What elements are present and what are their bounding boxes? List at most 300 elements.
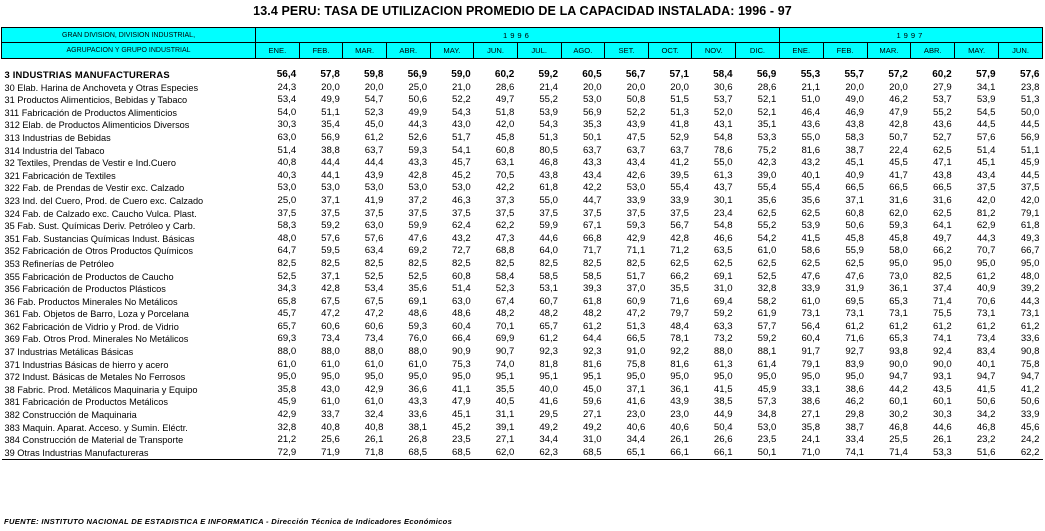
table-cell: 53,4 — [277, 94, 297, 106]
table-cell: 92,3 — [539, 346, 559, 358]
table-cell: 33,9 — [801, 283, 821, 295]
table-cell: 43,2 — [452, 232, 471, 244]
table-cell: 58,3 — [845, 131, 864, 143]
table-cell: 59,2 — [757, 333, 777, 345]
table-cell: 21,2 — [277, 434, 297, 446]
table-cell: 82,5 — [933, 270, 952, 282]
table-cell: 58,5 — [582, 270, 602, 282]
table-cell: 32,8 — [277, 421, 297, 433]
table-cell: 23,0 — [626, 409, 646, 421]
month-1997-2: MAR. — [867, 43, 911, 59]
table-cell: 61,3 — [713, 169, 733, 181]
table-cell: 67,1 — [582, 220, 602, 232]
table-cell: 82,5 — [582, 257, 602, 269]
table-cell: 37,1 — [626, 383, 646, 395]
table-row — [2, 308, 1043, 321]
table-cell: 88,1 — [757, 346, 777, 358]
table-cell: 40,8 — [364, 421, 384, 433]
row-label: 372 Indust. Básicas de Metales No Ferrosos — [4, 372, 186, 383]
table-cell: 63,5 — [713, 245, 733, 257]
table-cell: 41,5 — [801, 232, 821, 244]
table-cell: 60,8 — [495, 144, 515, 156]
table-row — [2, 409, 1043, 422]
table-cell: 49,3 — [1020, 232, 1040, 244]
table-cell: 37,1 — [321, 270, 340, 282]
table-cell: 53,0 — [364, 182, 384, 194]
table-row — [2, 94, 1043, 107]
table-cell: 42,8 — [408, 169, 428, 181]
header-row-months — [2, 43, 1043, 59]
table-cell: 43,9 — [670, 396, 689, 408]
table-cell: 37,5 — [626, 207, 646, 219]
table-cell: 47,9 — [889, 106, 908, 118]
source-note: FUENTE: INSTITUTO NACIONAL DE ESTADISTICA E INFORMATICA - Dirección Técnica de Indicadores Económicos — [4, 517, 453, 526]
table-cell: 61,8 — [582, 295, 602, 307]
row-label: 311 Fabricación de Productos Alimenticios — [4, 107, 177, 118]
table-cell: 43,6 — [933, 119, 952, 131]
table-cell: 61,2 — [582, 320, 602, 332]
table-cell: 61,8 — [539, 182, 559, 194]
table-cell: 79,1 — [1020, 207, 1040, 219]
table-cell: 63,0 — [364, 220, 384, 232]
month-1996-4: MAY. — [430, 43, 474, 59]
table-cell: 95,1 — [582, 371, 602, 383]
table-cell: 26,6 — [713, 434, 733, 446]
table-cell: 41,2 — [670, 157, 689, 169]
table-cell: 48,2 — [582, 308, 602, 320]
table-row — [2, 346, 1043, 359]
table-cell: 82,5 — [452, 257, 471, 269]
table-cell: 57,2 — [888, 69, 908, 80]
table-cell: 20,0 — [670, 81, 689, 93]
table-cell: 61,2 — [933, 320, 952, 332]
table-cell: 53,0 — [408, 182, 428, 194]
table-cell: 60,6 — [321, 320, 340, 332]
table-cell: 52,2 — [452, 94, 471, 106]
table-cell: 59,2 — [538, 69, 559, 80]
table-cell: 37,4 — [933, 283, 952, 295]
table-cell: 95,0 — [277, 371, 297, 383]
table-cell: 73,0 — [889, 270, 908, 282]
table-cell: 45,8 — [495, 131, 515, 143]
table-cell: 61,0 — [321, 396, 340, 408]
table-cell: 95,0 — [626, 371, 646, 383]
table-cell: 51,1 — [321, 106, 340, 118]
row-label: 36 Fab. Productos Minerales No Metálicos — [4, 296, 178, 307]
table-cell: 72,9 — [256, 447, 300, 460]
table-cell: 66,4 — [452, 333, 471, 345]
table-cell: 38,8 — [321, 144, 340, 156]
table-row — [2, 220, 1043, 233]
month-1996-3: ABR. — [386, 43, 430, 59]
spacer-row — [2, 59, 1043, 70]
table-cell: 75,2 — [757, 144, 777, 156]
table-cell: 42,8 — [321, 283, 340, 295]
table-cell: 95,1 — [495, 371, 515, 383]
table-cell: 71,8 — [343, 447, 387, 460]
table-cell: 45,7 — [452, 157, 471, 169]
table-cell: 74,0 — [495, 358, 515, 370]
table-cell: 78,1 — [670, 333, 689, 345]
table-row — [2, 321, 1043, 334]
table-cell: 90,7 — [495, 346, 515, 358]
table-cell: 48,4 — [670, 320, 689, 332]
table-row — [2, 170, 1043, 183]
table-cell: 59,3 — [408, 320, 428, 332]
table-cell: 35,3 — [582, 119, 602, 131]
table-cell: 35,6 — [801, 194, 821, 206]
table-cell: 44,4 — [321, 157, 340, 169]
table-cell: 43,0 — [321, 383, 340, 395]
table-cell: 30,3 — [933, 409, 952, 421]
table-cell: 42,3 — [757, 157, 777, 169]
table-cell: 46,2 — [889, 94, 908, 106]
table-cell: 55,4 — [670, 182, 689, 194]
table-cell: 56,9 — [1020, 131, 1040, 143]
table-cell: 40,3 — [277, 169, 297, 181]
table-cell: 45,5 — [889, 157, 908, 169]
table-cell: 42,6 — [626, 169, 646, 181]
table-cell: 62,5 — [713, 257, 733, 269]
table-cell: 92,2 — [670, 346, 689, 358]
header-label-line1: GRAN DIVISION, DIVISION INDUSTRIAL, — [2, 28, 256, 43]
table-cell: 66,5 — [889, 182, 908, 194]
month-1996-1: FEB. — [299, 43, 343, 59]
table-cell: 49,7 — [933, 232, 952, 244]
table-cell: 47,1 — [933, 157, 952, 169]
table-cell: 46,8 — [976, 421, 996, 433]
table-cell: 56,9 — [756, 69, 777, 80]
table-cell: 59,9 — [539, 220, 559, 232]
row-label: 361 Fab. Objetos de Barro, Loza y Porcelana — [4, 309, 189, 320]
table-cell: 45,9 — [757, 383, 777, 395]
table-cell: 55,0 — [539, 194, 559, 206]
table-cell: 33,4 — [845, 434, 864, 446]
table-row — [2, 271, 1043, 284]
table-cell: 61,8 — [1020, 220, 1040, 232]
table-cell: 58,4 — [495, 270, 515, 282]
table-cell: 50,0 — [1020, 106, 1040, 118]
table-cell: 37,1 — [845, 194, 864, 206]
table-cell: 43,3 — [408, 396, 428, 408]
table-cell: 39,2 — [1020, 283, 1040, 295]
table-cell: 34,8 — [757, 409, 777, 421]
table-cell: 66,5 — [845, 182, 864, 194]
table-cell: 25,0 — [408, 81, 428, 93]
table-cell: 37,5 — [539, 207, 559, 219]
table-cell: 53,0 — [452, 182, 471, 194]
table-cell: 51,7 — [626, 270, 646, 282]
table-cell: 53,3 — [911, 447, 955, 460]
table-cell: 95,0 — [845, 371, 864, 383]
table-cell: 60,4 — [801, 333, 821, 345]
table-cell: 53,9 — [976, 94, 996, 106]
row-label: 31 Productos Alimenticios, Bebidas y Tabaco — [4, 95, 188, 106]
table-cell: 54,8 — [713, 131, 733, 143]
row-label: 351 Fab. Sustancias Químicas Indust. Básicas — [4, 233, 195, 244]
table-cell: 44,3 — [1020, 295, 1040, 307]
table-cell: 57,8 — [320, 69, 340, 80]
table-row — [2, 434, 1043, 447]
table-cell: 43,9 — [364, 169, 384, 181]
table-cell: 63,7 — [582, 144, 602, 156]
table-cell: 81,6 — [801, 144, 821, 156]
table-row — [2, 208, 1043, 221]
table-cell: 57,3 — [757, 396, 777, 408]
table-cell: 38,5 — [713, 396, 733, 408]
table-cell: 64,1 — [933, 220, 952, 232]
table-cell: 49,7 — [495, 94, 515, 106]
table-cell: 56,4 — [801, 320, 821, 332]
table-cell: 43,8 — [933, 169, 952, 181]
table-cell: 51,3 — [670, 106, 689, 118]
table-cell: 59,3 — [408, 144, 428, 156]
table-cell: 67,5 — [364, 295, 384, 307]
row-label: 322 Fab. de Prendas de Vestir exc. Calzado — [4, 183, 185, 194]
table-cell: 38,7 — [845, 144, 864, 156]
table-cell: 52,5 — [364, 270, 384, 282]
table-cell: 44,5 — [1020, 169, 1040, 181]
table-cell: 70,6 — [976, 295, 996, 307]
table-cell: 52,1 — [757, 106, 777, 118]
table-cell: 63,7 — [670, 144, 689, 156]
table-cell: 27,1 — [495, 434, 515, 446]
table-cell: 55,4 — [801, 182, 821, 194]
row-label: 321 Fabricación de Textiles — [4, 170, 116, 181]
table-row — [2, 258, 1043, 271]
table-cell: 71,6 — [845, 333, 864, 345]
table-cell: 37,3 — [495, 194, 515, 206]
month-1997-0: ENE. — [779, 43, 823, 59]
table-cell: 94,7 — [889, 371, 908, 383]
table-cell: 50,1 — [582, 131, 602, 143]
table-cell: 66,5 — [626, 333, 646, 345]
table-cell: 63,7 — [364, 144, 384, 156]
table-cell: 62,5 — [757, 257, 777, 269]
month-1997-3: ABR. — [911, 43, 955, 59]
table-cell: 43,3 — [582, 157, 602, 169]
table-cell: 88,0 — [364, 346, 384, 358]
table-cell: 37,5 — [321, 207, 340, 219]
row-label: 30 Elab. Harina de Anchoveta y Otras Especies — [4, 82, 199, 93]
table-cell: 53,9 — [539, 106, 559, 118]
table-cell: 52,9 — [670, 131, 689, 143]
row-label: 32 Textiles, Prendas de Vestir e Ind.Cuero — [4, 158, 176, 169]
table-cell: 33,6 — [408, 409, 428, 421]
table-cell: 58,5 — [539, 270, 559, 282]
table-cell: 43,8 — [539, 169, 559, 181]
table-cell: 45,7 — [277, 308, 297, 320]
table-cell: 95,1 — [539, 371, 559, 383]
table-cell: 52,0 — [713, 106, 733, 118]
table-cell: 25,0 — [277, 194, 297, 206]
table-cell: 73,1 — [889, 308, 908, 320]
table-cell: 58,4 — [713, 69, 733, 80]
table-cell: 62,5 — [801, 207, 821, 219]
table-cell: 82,5 — [539, 257, 559, 269]
table-cell: 49,2 — [539, 421, 559, 433]
table-cell: 43,5 — [933, 383, 952, 395]
table-cell: 56,9 — [407, 69, 428, 80]
table-cell: 62,3 — [517, 447, 561, 460]
table-cell: 20,0 — [845, 81, 864, 93]
table-cell: 65,3 — [889, 333, 908, 345]
table-cell: 30,6 — [713, 81, 733, 93]
table-cell: 46,9 — [845, 106, 864, 118]
table-cell: 59,8 — [363, 69, 384, 80]
table-cell: 73,2 — [713, 333, 733, 345]
table-cell: 73,1 — [1020, 308, 1040, 320]
table-cell: 66,2 — [933, 245, 952, 257]
table-cell: 82,5 — [277, 257, 297, 269]
table-cell: 81,2 — [976, 207, 996, 219]
table-cell: 73,4 — [976, 333, 996, 345]
table-cell: 57,1 — [669, 69, 689, 80]
table-cell: 61,4 — [757, 358, 777, 370]
table-cell: 57,6 — [364, 232, 384, 244]
table-cell: 31,0 — [713, 283, 733, 295]
table-cell: 62,5 — [933, 144, 952, 156]
row-label: 362 Fabricación de Vidrio y Prod. de Vidrio — [4, 321, 179, 332]
table-cell: 71,4 — [933, 295, 952, 307]
header-label-line2: AGRUPACION Y GRUPO INDUSTRIAL — [2, 43, 256, 59]
table-cell: 36,1 — [670, 383, 689, 395]
table-cell: 41,7 — [889, 169, 908, 181]
table-cell: 60,7 — [539, 295, 559, 307]
table-cell: 34,3 — [277, 283, 297, 295]
table-cell: 52,5 — [277, 270, 297, 282]
table-cell: 29,8 — [845, 409, 864, 421]
table-cell: 26,1 — [364, 434, 384, 446]
table-cell: 44,4 — [364, 157, 384, 169]
table-cell: 61,2 — [845, 320, 864, 332]
table-cell: 54,0 — [277, 106, 297, 118]
table-cell: 41,6 — [539, 396, 559, 408]
table-cell: 88,0 — [321, 346, 340, 358]
table-cell: 62,5 — [933, 207, 952, 219]
table-cell: 53,9 — [801, 220, 821, 232]
row-label: 381 Fabricación de Productos Metálicos — [4, 397, 168, 408]
table-cell: 33,6 — [1020, 333, 1040, 345]
table-cell: 51,8 — [495, 106, 515, 118]
table-cell: 51,3 — [1020, 94, 1040, 106]
table-cell: 26,1 — [670, 434, 689, 446]
table-cell: 48,0 — [277, 232, 297, 244]
table-cell: 54,7 — [364, 94, 384, 106]
table-cell: 37,5 — [670, 207, 689, 219]
table-cell: 39,1 — [495, 421, 515, 433]
table-cell: 28,6 — [495, 81, 515, 93]
table-cell: 27,1 — [582, 409, 602, 421]
table-cell: 56,9 — [582, 106, 602, 118]
row-label: 356 Fabricación de Productos Plásticos — [4, 284, 166, 295]
table-cell: 69,1 — [408, 295, 428, 307]
table-cell: 50,7 — [889, 131, 908, 143]
table-cell: 45,9 — [1020, 157, 1040, 169]
table-row — [2, 195, 1043, 208]
table-cell: 71,7 — [582, 245, 602, 257]
table-cell: 79,7 — [670, 308, 689, 320]
table-cell: 60,6 — [364, 320, 384, 332]
table-cell: 24,1 — [801, 434, 821, 446]
table-cell: 59,0 — [451, 69, 471, 80]
table-cell: 69,3 — [277, 333, 297, 345]
table-row — [2, 422, 1043, 435]
table-cell: 73,1 — [801, 308, 821, 320]
table-cell: 33,1 — [801, 383, 821, 395]
table-cell: 24,3 — [277, 81, 297, 93]
table-cell: 65,1 — [605, 447, 649, 460]
table-cell: 35,4 — [321, 119, 340, 131]
table-cell: 54,2 — [757, 232, 777, 244]
table-cell: 66,1 — [648, 447, 692, 460]
table-cell: 52,7 — [933, 131, 952, 143]
table-cell: 44,3 — [408, 119, 428, 131]
table-cell: 34,4 — [539, 434, 559, 446]
header-year-1997: 1997 — [779, 28, 1042, 43]
table-row — [2, 245, 1043, 258]
table-cell: 61,2 — [889, 320, 908, 332]
table-row — [2, 371, 1043, 384]
table-cell: 41,5 — [976, 383, 996, 395]
table-cell: 43,8 — [845, 119, 864, 131]
month-1996-10: NOV. — [692, 43, 736, 59]
table-cell: 48,2 — [539, 308, 559, 320]
table-cell: 35,5 — [670, 283, 689, 295]
table-cell: 45,8 — [889, 232, 908, 244]
table-cell: 49,9 — [408, 106, 428, 118]
table-cell: 55,7 — [844, 69, 864, 80]
table-cell: 95,0 — [670, 371, 689, 383]
table-cell: 45,9 — [277, 396, 297, 408]
table-cell: 93,1 — [933, 371, 952, 383]
table-cell: 42,9 — [626, 232, 646, 244]
table-cell: 37,5 — [1020, 182, 1040, 194]
table-cell: 55,9 — [845, 245, 864, 257]
table-row — [2, 233, 1043, 246]
table-cell: 46,6 — [713, 232, 733, 244]
table-cell: 55,0 — [801, 131, 821, 143]
table-cell: 70,7 — [976, 245, 996, 257]
table-cell: 22,4 — [889, 144, 908, 156]
table-cell: 50,8 — [626, 94, 646, 106]
table-cell: 56,7 — [670, 220, 689, 232]
table-cell: 71,0 — [779, 447, 823, 460]
table-cell: 44,9 — [713, 409, 733, 421]
table-cell: 52,5 — [757, 270, 777, 282]
table-cell: 27,1 — [801, 409, 821, 421]
table-cell: 50,6 — [976, 396, 996, 408]
table-cell: 38,6 — [845, 383, 864, 395]
table-cell: 62,2 — [495, 220, 515, 232]
table-cell: 47,5 — [626, 131, 646, 143]
table-cell: 75,8 — [626, 358, 646, 370]
table-cell: 83,4 — [976, 346, 996, 358]
table-cell: 61,0 — [364, 396, 384, 408]
table-cell: 57,6 — [1020, 69, 1040, 80]
table-cell: 47,6 — [408, 232, 428, 244]
table-cell: 54,3 — [452, 106, 471, 118]
table-cell: 53,1 — [539, 283, 559, 295]
table-cell: 53,0 — [321, 182, 340, 194]
month-1996-7: AGO. — [561, 43, 605, 59]
table-cell: 31,1 — [495, 409, 515, 421]
table-cell: 36,6 — [408, 383, 428, 395]
table-cell: 88,0 — [713, 346, 733, 358]
table-cell: 21,1 — [801, 81, 821, 93]
table-cell: 61,0 — [277, 358, 297, 370]
table-cell: 60,4 — [452, 320, 471, 332]
